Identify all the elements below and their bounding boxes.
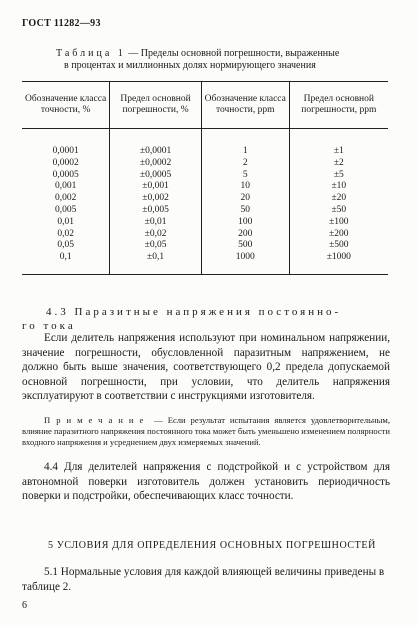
table-cell: ±0,002 xyxy=(110,193,202,205)
table-cell: 200 xyxy=(201,229,289,241)
table-cell: ±10 xyxy=(289,181,388,193)
table-cell: 1000 xyxy=(201,252,289,274)
table-row xyxy=(22,170,388,182)
table-cell: 0,002 xyxy=(54,193,77,204)
table-row xyxy=(22,158,388,170)
table-caption-line1: — Пределы основной погрешности, выраженные xyxy=(128,48,340,59)
note-block xyxy=(22,415,390,447)
table-cell: 0,05 xyxy=(57,240,74,251)
section-4-3-text: Если делитель напряжения используют при номинальном напряжении, значение погрешности, обусловленной паразитным напряжением, не должно быть выше значения, соответствующего 0,2 предела допускаемой основной погрешности, при условии, что делитель напряжения эксплуатируют в соответствии с инструкциями изготовителя. xyxy=(22,332,390,402)
table-cell: ±2 xyxy=(289,158,388,170)
table-cell: 0,0001 xyxy=(52,146,79,156)
table-row xyxy=(22,193,388,205)
section-5-1 xyxy=(22,565,390,594)
table-cell: ±0,05 xyxy=(110,240,202,252)
table-cell: 1 xyxy=(201,129,289,158)
table-row xyxy=(22,129,388,158)
table-cell: 0,01 xyxy=(57,216,74,227)
table-row xyxy=(22,181,388,193)
table-cell: 0,02 xyxy=(57,228,74,239)
table-cell: ±0,0002 xyxy=(110,158,202,170)
table-row xyxy=(22,217,388,229)
table-cell: 0,001 xyxy=(54,181,77,192)
table-cell: 500 xyxy=(201,240,289,252)
table-caption-line2: в процентах и миллионных долях нормирующего значения xyxy=(64,59,316,71)
error-limits-table xyxy=(22,81,388,275)
table-cell: ±0,01 xyxy=(110,217,202,229)
table-cell: ±20 xyxy=(289,193,388,205)
document-header: ГОСТ 11282—93 xyxy=(22,18,101,29)
table-cell: 0,1 xyxy=(22,252,110,274)
section-4-3-title-line1: 4.3 Паразитные напряжения постоянно- xyxy=(46,306,342,318)
note-text: — Если результат испытания является удовлетворительным, влияние паразитного напряжения постоянного тока может быть уменьшено изменением полярности входного напряжения и усреднением двух измеряемых значений. xyxy=(22,415,391,447)
section-4-3-title-line2: го тока xyxy=(22,320,76,332)
col-header-limit-percent: Предел основной погрешности, % xyxy=(110,82,202,129)
section-4-3-body xyxy=(22,331,390,404)
table-row xyxy=(22,240,388,252)
table-cell: ±200 xyxy=(289,229,388,241)
table-cell: ±1 xyxy=(289,129,388,158)
table-cell: 2 xyxy=(201,158,289,170)
table-cell: ±100 xyxy=(289,217,388,229)
table-cell: 0,0005 xyxy=(52,169,79,180)
table-cell: ±50 xyxy=(289,205,388,217)
table-cell: ±0,0001 xyxy=(110,129,202,158)
table-cell: ±500 xyxy=(289,240,388,252)
table-cell: ±1000 xyxy=(289,252,388,274)
table-cell: ±0,1 xyxy=(110,252,202,274)
table-cell: ±5 xyxy=(289,170,388,182)
table-cell: ±0,001 xyxy=(110,181,202,193)
table-caption-label: Таблица 1 xyxy=(56,48,126,59)
table-cell: 20 xyxy=(201,193,289,205)
col-header-limit-ppm: Предел основной погрешности, ppm xyxy=(289,82,388,129)
page-number: 6 xyxy=(22,600,27,611)
table-row xyxy=(22,229,388,241)
table-cell: 0,0002 xyxy=(52,157,79,168)
table-caption xyxy=(56,48,386,71)
note-label: Примечание xyxy=(44,415,150,425)
section-5-1-text: 5.1 Нормальные условия для каждой влияющей величины приведены в таблице 2. xyxy=(22,566,385,593)
table-cell: 100 xyxy=(201,217,289,229)
col-header-class-percent: Обозначение класса точности, % xyxy=(22,82,110,129)
table-header-row xyxy=(22,82,388,129)
table-cell: 10 xyxy=(201,181,289,193)
col-header-class-ppm: Обозначение класса точности, ppm xyxy=(201,82,289,129)
table-cell: ±0,005 xyxy=(110,205,202,217)
table-cell: 0,005 xyxy=(54,204,77,215)
table-cell: 5 xyxy=(201,170,289,182)
table-cell: ±0,02 xyxy=(110,229,202,241)
section-4-4-text: 4.4 Для делителей напряжения с подстройкой и с устройством для автономной поверки изготовитель должен установить периодичность поверки и подстройки, обеспечивающих класс точности. xyxy=(22,461,390,502)
table-cell: ±0,0005 xyxy=(110,170,202,182)
section-4-4 xyxy=(22,460,390,504)
section-5-title: 5 УСЛОВИЯ ДЛЯ ОПРЕДЕЛЕНИЯ ОСНОВНЫХ ПОГРЕШНОСТЕЙ xyxy=(48,540,376,551)
table-row xyxy=(22,205,388,217)
table-cell: 50 xyxy=(201,205,289,217)
table-row xyxy=(22,252,388,274)
